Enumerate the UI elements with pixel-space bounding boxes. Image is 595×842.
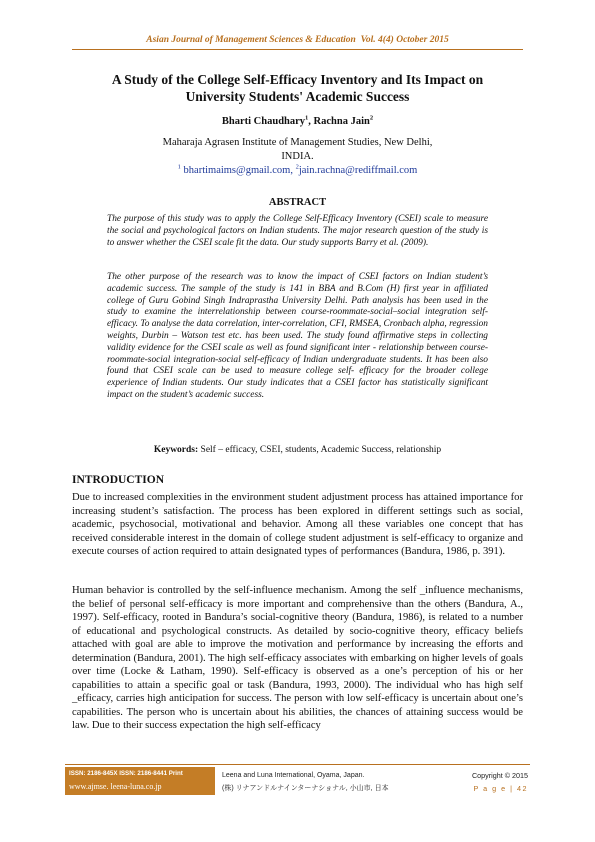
running-header	[0, 35, 595, 45]
affiliation	[72, 136, 523, 164]
issn-text: ISSN: 2186-845X ISSN: 2186-8441 Print	[69, 770, 183, 777]
abstract-paragraph-2: The other purpose of the research was to know the impact of CSEI factors on Indian student’s academic success. The sample of the study is 141 in BBA and B.Com (H) first year in affiliated college of Guru Gobind Singh Indraprastha University Delhi. Path analysis has been used in the study to examine the interrelationship between course-roommate-social–social integration self-efficacy. To analyse the data correlation, inter-correlation, CFI, RMSEA, Cronbach alpha, regression weights, Durbin – Watson test etc. has been used. The study found affirmative steps in collecting validity evidence for the CSEI scale as well as found significant inter - relationship between course-roommate-social integration-social self-efficacy of Indian undergraduate students. It has been also found that CSEI scale can be used to measure college self- efficacy for the broader college experience of Indian students. Our study indicates that a CSEI factor has statistically significant impact on the student’s academic success.	[107, 272, 488, 400]
publisher-name: Leena and Luna International, Oyama, Japan.	[222, 772, 365, 779]
affiliation-line-1: Maharaja Agrasen Institute of Management Studies, New Delhi,	[162, 137, 433, 148]
title-line-1: A Study of the College Self-Efficacy Inventory and Its Impact on	[111, 72, 484, 87]
affiliation-line-2: INDIA.	[281, 151, 314, 162]
footer-issn-band	[65, 767, 215, 795]
author-1-mark: 1	[305, 114, 309, 122]
header-rule	[72, 49, 523, 50]
keywords-text: Self – efficacy, CSEI, students, Academic Success, relationship	[198, 445, 442, 455]
email-1-mark: 1	[177, 163, 181, 171]
author-1: Bharti Chaudhary	[221, 116, 306, 127]
journal-name: Asian Journal of Management Sciences & Education	[146, 35, 356, 45]
footer-rule	[65, 764, 530, 765]
author-emails	[72, 165, 523, 176]
copyright: Copyright © 2015	[471, 771, 528, 780]
author-separator: ,	[308, 116, 314, 127]
intro-paragraph-1: Due to increased complexities in the environment student adjustment process has attained importance for increasing student’s satisfaction. The process has been explored in different settings such as social, academic, psychosocial, motivational and behavior. Among all these variables one concept that has received considerable interest in the domain of college student adjustment is self-efficacy to organize and execute courses of action required to attain designated types of performances (Bandura, 1986, p. 391).	[72, 492, 523, 557]
keywords	[107, 445, 488, 455]
website-link[interactable]: www.ajmse. leena-luna.co.jp	[69, 782, 162, 791]
email-separator: ,	[290, 165, 296, 176]
publisher-name-japanese: (株) リナアンドルナインターナショナル, 小山市, 日本	[222, 785, 389, 792]
author-list	[72, 116, 523, 127]
section-heading-introduction: INTRODUCTION	[72, 474, 165, 486]
paper-title	[72, 71, 523, 105]
keywords-label: Keywords:	[153, 445, 199, 455]
email-2-link[interactable]: jain.rachna@rediffmail.com	[298, 165, 418, 176]
author-2: Rachna Jain	[313, 116, 370, 127]
intro-paragraph-2: Human behavior is controlled by the self-influence mechanism. Among the self _influence mechanisms, the belief of personal self-efficacy is more important and comprehensive than the others (Bandura, A., 1997). Self-efficacy, rooted in Bandura’s social-cognitive theory (Bandura, 1986), is related to a number of educational and psychological constructs. As detailed by socio-cognitive theory, efficacy beliefs attached with goal are able to improve the motivation and performance by increasing the efforts and determination (Bandura, 2001). The high self-efficacy associates with embarking on higher levels of goals over time (Locke & Latham, 1990). Self-efficacy is observed as a one’s perception of his or her capabilities to attain a specific goal or task (Bandura, 1993, 2000). The individual who has high self _efficacy, carries high anticipation for success. The person with low self-efficacy is uncertain about one’s capabilities. The person who is uncertain about his abilities, the chances of attaining success would be law. Due to their success expectation the high self-efficacy	[72, 585, 523, 731]
footer-right	[458, 769, 528, 795]
journal-volume: Vol. 4(4) October 2015	[360, 35, 449, 45]
abstract-heading: ABSTRACT	[268, 197, 327, 208]
abstract-paragraph-1: The purpose of this study was to apply the College Self-Efficacy Inventory (CSEI) scale to measure the social and psychological factors on Indian students. The major research question of the study is to answer whether the CSEI scale fit the data. Our study supports Barry et al. (2009).	[107, 214, 488, 248]
page-number: P a g e | 42	[473, 784, 528, 793]
author-2-mark: 2	[369, 114, 374, 122]
title-line-2: University Students' Academic Success	[185, 89, 410, 104]
email-1-link[interactable]: bhartimaims@gmail.com	[183, 165, 291, 176]
email-2-mark: 2	[295, 163, 299, 171]
footer-publisher	[222, 769, 389, 795]
